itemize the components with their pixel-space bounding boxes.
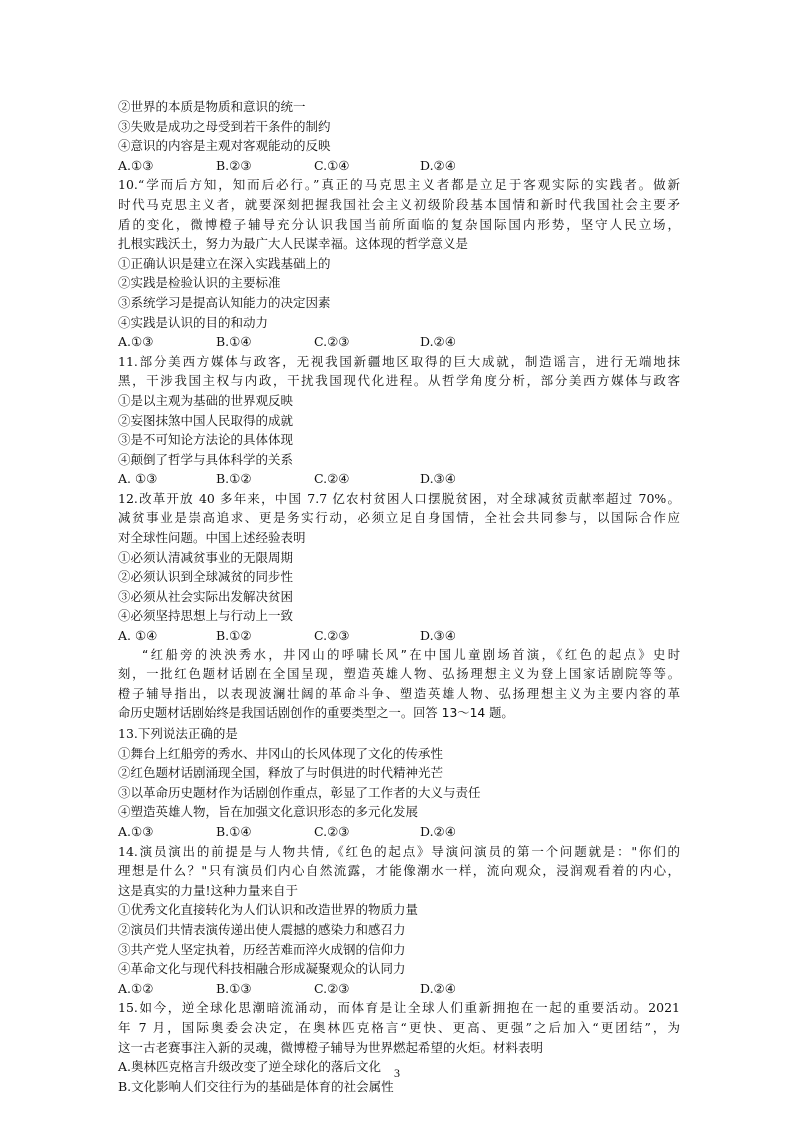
q11-item-2: ②妄图抹煞中国人民取得的成就 [118,412,294,428]
q13-stem-line-1: 13.下列说法正确的是 [118,726,238,741]
passage-line-3: 橙子辅导指出，以表现波澜壮阔的革命斗争、塑造英雄人物、弘扬理想主义为主要内容的革 [118,686,680,701]
q10-option-d: D.②④ [420,334,456,350]
passage-line-2: 刻，一批红色题材话剧在全国呈现，塑造英雄人物、弘扬理想主义为登上国家话剧院等等。 [118,667,680,682]
q11-stem-line-2: 黑，干涉我国主权与内政，干扰我国现代化进程。从哲学角度分析，部分美西方媒体与政客 [118,373,680,389]
q9-item-3: ③失败是成功之母受到若干条件的制约 [118,118,331,134]
q10-item-3: ③系统学习是提高认知能力的决定因素 [118,294,331,310]
question-14 [118,842,680,999]
q10-stem-line-3: 盾的变化，微博橙子辅导充分认识我国当前所面临的复杂国际国内形势，坚守人民立场， [118,216,680,232]
q12-item-3: ③必须从社会实际出发解决贫困 [118,588,294,604]
q10-stem-line-4: 扎根实践沃土，努力为最广大人民谋幸福。这体现的哲学意义是 [118,236,469,252]
q10-item-4: ④实践是认识的目的和动力 [118,314,269,330]
exam-page-body [118,97,680,1096]
q13-item-2: ②红色题材话剧涌现全国，释放了与时俱进的时代精神光芒 [118,765,444,781]
q11-stem-line-1: 11.部分美西方媒体与政客，无视我国新疆地区取得的巨大成就，制造谣言，进行无端地抹 [118,353,680,369]
passage-line-1: “红船旁的泱泱秀水，井冈山的呼啸长风”在中国儿童剧场首演，《红色的起点》史时 [142,647,680,662]
question-15 [118,998,680,1096]
question-13 [118,724,680,842]
q13-item-4: ④塑造英雄人物，旨在加强文化意识形态的多元化发展 [118,804,419,820]
q10-stem-line-1: 10.“学而后方知，知而后必行。”真正的马克思主义者都是立足于客观实际的实践者。做新 [118,177,680,193]
q12-stem-line-3: 对全球性问题。中国上述经验表明 [118,530,306,546]
q14-option-c: C.②③ [314,980,350,996]
q12-item-2: ②必须认识到全球减贫的同步性 [118,569,294,585]
q12-options [118,626,680,646]
q9-option-a: A.①③ [118,157,154,173]
q10-item-1: ①正确认识是建立在深入实践基础上的 [118,255,331,271]
question-10 [118,175,680,351]
q14-stem-line-2: 理想是什么？"只有演员们内心自然流露，才能像潮水一样，流向观众，浸润观看着的内心， [118,863,680,879]
q13-option-b: B.①④ [216,823,252,839]
q11-options [118,469,680,489]
q15-option-a: A.奥林匹克格言升级改变了逆全球化的落后文化 [118,1059,382,1075]
question-9-continued [118,97,680,175]
q13-options [118,822,680,842]
q14-stem-line-3: 这是真实的力量!这种力量来自于 [118,882,299,898]
q14-option-d: D.②④ [420,980,456,996]
q10-stem-line-2: 时代马克思主义者，就要深刻把握我国社会主义初级阶段基本国情和新时代我国社会主要矛 [118,196,680,212]
q14-option-b: B.①③ [216,980,252,996]
q11-option-b: B.①② [216,471,252,487]
q14-stem-line-1: 14.演员演出的前提是与人物共情,《红色的起点》导演问演员的第一个问题就是："你们的 [118,843,680,859]
q10-options [118,332,680,352]
q14-item-4: ④革命文化与现代科技相融合形成凝聚观众的认同力 [118,961,406,977]
q10-option-b: B.①④ [216,334,252,350]
q14-option-a: A.①② [118,980,154,996]
q13-option-a: A.①③ [118,823,154,839]
q11-option-a: A. ①③ [118,471,158,487]
q12-stem-line-1: 12.改革开放 40 多年来，中国 7.7 亿农村贫困人口摆脱贫困，对全球减贫贡献率超过 70%。 [118,490,680,506]
q12-option-c: C.②③ [314,628,350,644]
q13-item-1: ①舞台上红船旁的秀水、井冈山的长风体现了文化的传承性 [118,745,444,761]
q9-item-4: ④意识的内容是主观对客观能动的反映 [118,138,331,154]
q15-stem-line-3: 这一古老赛事注入新的灵魂，微博橙子辅导为世界燃起希望的火炬。材料表明 [118,1039,544,1055]
q11-item-3: ③是不可知论方法论的具体体现 [118,432,294,448]
q12-option-a: A. ①④ [118,628,158,644]
q15-option-b: B.文化影响人们交往行为的基础是体育的社会属性 [118,1078,394,1094]
page-number: 3 [394,1066,400,1080]
q12-stem-line-2: 减贫事业是崇高追求、更是务实行动，必须立足自身国情，全社会共同参与，以国际合作应 [118,510,680,526]
question-11 [118,352,680,489]
q9-item-2: ②世界的本质是物质和意识的统一 [118,99,306,114]
q12-option-d: D.③④ [420,628,456,644]
q9-option-c: C.①④ [314,157,350,173]
q12-option-b: B.①② [216,628,252,644]
q15-stem-line-2: 年 7 月，国际奥委会决定，在奥林匹克格言“更快、更高、更强”之后加入“更团结”，为 [118,1019,680,1035]
q13-option-d: D.②④ [420,823,456,839]
q10-option-c: C.②③ [314,334,350,350]
q12-item-1: ①必须认清减贫事业的无限周期 [118,549,294,565]
q14-options [118,979,680,999]
q13-option-c: C.②③ [314,823,350,839]
q12-item-4: ④必须坚持思想上与行动上一致 [118,608,294,624]
q10-option-a: A.①③ [118,334,154,350]
q9-options [118,156,680,176]
q11-item-4: ④颠倒了哲学与具体科学的关系 [118,451,294,467]
q9-option-d: D.②④ [420,157,456,173]
q11-option-d: D.③④ [420,471,456,487]
q11-option-c: C.②④ [314,471,350,487]
q15-stem-line-1: 15.如今，逆全球化思潮暗流涌动，而体育是让全球人们重新拥抱在一起的重要活动。2021 [118,1000,680,1016]
reading-passage [118,646,680,724]
q11-item-1: ①是以主观为基础的世界观反映 [118,392,294,408]
q10-item-2: ②实践是检验认识的主要标准 [118,275,281,291]
q14-item-2: ②演员们共情表演传递出使人震撼的感染力和感召力 [118,921,406,937]
q9-option-b: B.②③ [216,157,252,173]
q14-item-3: ③共产党人坚定执着，历经苦难而淬火成钢的信仰力 [118,941,406,957]
passage-line-4: 命历史题材话剧始终是我国话剧创作的重要类型之一。回答 13～14 题。 [118,706,514,721]
question-12 [118,489,680,646]
q13-item-3: ③以革命历史题材作为话剧创作重点，彰显了工作者的大义与责任 [118,784,481,800]
q14-item-1: ①优秀文化直接转化为人们认识和改造世界的物质力量 [118,902,419,918]
